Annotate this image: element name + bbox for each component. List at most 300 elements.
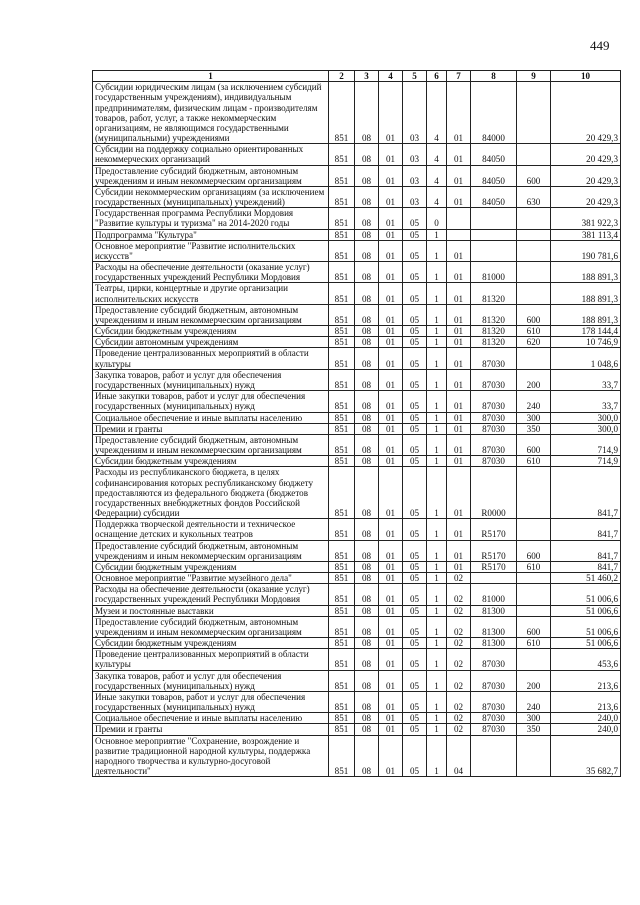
row-code-cell: 01: [447, 412, 471, 423]
row-name-cell: Предоставление субсидий бюджетным, автономным учреждениям и иным некоммерческим организациям: [93, 540, 329, 561]
row-code-cell: 01: [447, 467, 471, 519]
row-name-cell: Социальное обеспечение и иные выплаты населению: [93, 713, 329, 724]
row-code-cell: 01: [447, 369, 471, 390]
row-code-cell: 08: [355, 229, 379, 240]
row-code-cell: 851: [329, 561, 355, 572]
row-amount-cell: 381 113,4: [551, 229, 621, 240]
row-code-cell: 851: [329, 391, 355, 412]
row-code-cell: 02: [447, 724, 471, 735]
row-code-cell: [471, 735, 517, 777]
row-name-cell: Расходы из республиканского бюджета, в целях софинансирования которых республиканскому бюджету предоставляются из федерального бюджета (бюджетов государственных внебюджетных фондов Российской Федерации) субсидии: [93, 467, 329, 519]
row-code-cell: 851: [329, 186, 355, 207]
row-code-cell: 01: [379, 348, 403, 369]
row-code-cell: 1: [427, 326, 447, 337]
row-code-cell: 350: [517, 423, 551, 434]
row-code-cell: 01: [447, 186, 471, 207]
row-code-cell: 01: [379, 713, 403, 724]
row-code-cell: 05: [403, 283, 427, 304]
row-code-cell: 87030: [471, 649, 517, 670]
row-code-cell: 851: [329, 229, 355, 240]
row-code-cell: 81300: [471, 638, 517, 649]
row-code-cell: 240: [517, 391, 551, 412]
row-code-cell: 200: [517, 670, 551, 691]
row-code-cell: 1: [427, 348, 447, 369]
row-name-cell: Основное мероприятие "Развитие исполнительских искусств": [93, 240, 329, 261]
row-code-cell: 05: [403, 638, 427, 649]
row-amount-cell: 35 682,7: [551, 735, 621, 777]
row-amount-cell: 33,7: [551, 391, 621, 412]
row-code-cell: 1: [427, 713, 447, 724]
row-code-cell: 01: [447, 423, 471, 434]
row-code-cell: 05: [403, 584, 427, 605]
page-number: 449: [590, 38, 610, 53]
row-code-cell: 1: [427, 304, 447, 325]
row-amount-cell: 714,9: [551, 456, 621, 467]
row-code-cell: 03: [403, 144, 427, 165]
row-name-cell: Расходы на обеспечение деятельности (оказание услуг) государственных учреждений Республики Мордовия: [93, 584, 329, 605]
row-code-cell: 84050: [471, 186, 517, 207]
row-code-cell: 84050: [471, 144, 517, 165]
row-code-cell: 851: [329, 573, 355, 584]
row-code-cell: [517, 584, 551, 605]
row-code-cell: 1: [427, 616, 447, 637]
row-code-cell: 01: [379, 165, 403, 186]
row-code-cell: 01: [379, 208, 403, 229]
row-code-cell: 05: [403, 229, 427, 240]
row-code-cell: 851: [329, 691, 355, 712]
table-row: [93, 584, 621, 605]
row-code-cell: 4: [427, 82, 447, 144]
row-code-cell: 600: [517, 304, 551, 325]
header-row: [93, 71, 621, 82]
row-name-cell: Проведение централизованных мероприятий в области культуры: [93, 649, 329, 670]
row-code-cell: 851: [329, 412, 355, 423]
column-header: 8: [471, 71, 517, 82]
row-code-cell: 08: [355, 165, 379, 186]
row-code-cell: 01: [379, 369, 403, 390]
row-code-cell: 81320: [471, 304, 517, 325]
row-code-cell: 08: [355, 369, 379, 390]
row-code-cell: 02: [447, 605, 471, 616]
row-name-cell: Премии и гранты: [93, 423, 329, 434]
row-code-cell: 600: [517, 434, 551, 455]
row-code-cell: R5170: [471, 519, 517, 540]
row-code-cell: 01: [447, 326, 471, 337]
table-row: [93, 649, 621, 670]
row-code-cell: 05: [403, 262, 427, 283]
row-code-cell: [447, 208, 471, 229]
row-code-cell: 08: [355, 573, 379, 584]
row-code-cell: 05: [403, 326, 427, 337]
row-code-cell: [517, 82, 551, 144]
row-code-cell: [471, 208, 517, 229]
row-code-cell: 01: [379, 649, 403, 670]
row-code-cell: 01: [379, 735, 403, 777]
row-code-cell: 851: [329, 670, 355, 691]
row-code-cell: 08: [355, 262, 379, 283]
row-code-cell: 01: [379, 412, 403, 423]
row-code-cell: 1: [427, 561, 447, 572]
row-code-cell: 02: [447, 616, 471, 637]
row-name-cell: Театры, цирки, концертные и другие организации исполнительских искусств: [93, 283, 329, 304]
row-code-cell: 05: [403, 456, 427, 467]
table-row: [93, 348, 621, 369]
row-amount-cell: 1 048,6: [551, 348, 621, 369]
column-header: 9: [517, 71, 551, 82]
row-code-cell: 1: [427, 467, 447, 519]
row-code-cell: [517, 229, 551, 240]
row-code-cell: 1: [427, 735, 447, 777]
row-name-cell: Основное мероприятие "Сохранение, возрождение и развитие традиционной народной культуры, поддержка народного творчества и культурно-досуговой деятельности": [93, 735, 329, 777]
row-code-cell: 02: [447, 649, 471, 670]
row-amount-cell: 51 006,6: [551, 638, 621, 649]
row-code-cell: 08: [355, 638, 379, 649]
row-code-cell: [471, 229, 517, 240]
row-name-cell: Предоставление субсидий бюджетным, автономным учреждениям и иным некоммерческим организациям: [93, 434, 329, 455]
row-code-cell: 01: [379, 229, 403, 240]
row-amount-cell: 300,0: [551, 412, 621, 423]
row-amount-cell: 841,7: [551, 519, 621, 540]
row-code-cell: 01: [379, 423, 403, 434]
row-code-cell: 08: [355, 724, 379, 735]
row-code-cell: 01: [379, 467, 403, 519]
row-code-cell: 1: [427, 584, 447, 605]
row-code-cell: 81300: [471, 616, 517, 637]
row-code-cell: 01: [379, 638, 403, 649]
row-code-cell: 1: [427, 391, 447, 412]
row-code-cell: 08: [355, 434, 379, 455]
row-code-cell: 01: [447, 240, 471, 261]
row-code-cell: 87030: [471, 456, 517, 467]
row-code-cell: 1: [427, 283, 447, 304]
row-code-cell: 300: [517, 412, 551, 423]
row-code-cell: 01: [447, 456, 471, 467]
row-code-cell: 01: [447, 165, 471, 186]
column-header: 3: [355, 71, 379, 82]
row-code-cell: 87030: [471, 724, 517, 735]
row-code-cell: 01: [447, 391, 471, 412]
row-code-cell: 87030: [471, 348, 517, 369]
row-code-cell: 851: [329, 724, 355, 735]
row-code-cell: 01: [447, 348, 471, 369]
row-name-cell: Социальное обеспечение и иные выплаты населению: [93, 412, 329, 423]
row-code-cell: 05: [403, 304, 427, 325]
row-code-cell: 87030: [471, 423, 517, 434]
table-row: [93, 713, 621, 724]
row-name-cell: Субсидии на поддержку социально ориентированных некоммерческих организаций: [93, 144, 329, 165]
row-name-cell: Субсидии бюджетным учреждениям: [93, 638, 329, 649]
row-code-cell: 87030: [471, 434, 517, 455]
row-code-cell: 01: [447, 82, 471, 144]
table-row: [93, 434, 621, 455]
table-row: [93, 561, 621, 572]
row-code-cell: 851: [329, 616, 355, 637]
row-code-cell: 4: [427, 144, 447, 165]
row-code-cell: 300: [517, 713, 551, 724]
row-code-cell: 84050: [471, 165, 517, 186]
table-row: [93, 304, 621, 325]
table-row: [93, 724, 621, 735]
row-code-cell: R0000: [471, 467, 517, 519]
row-code-cell: 01: [379, 691, 403, 712]
row-code-cell: 05: [403, 649, 427, 670]
row-code-cell: 01: [379, 144, 403, 165]
row-code-cell: 851: [329, 240, 355, 261]
row-code-cell: 0: [427, 208, 447, 229]
row-name-cell: Музеи и постоянные выставки: [93, 605, 329, 616]
table-row: [93, 369, 621, 390]
row-code-cell: 851: [329, 369, 355, 390]
row-code-cell: 610: [517, 638, 551, 649]
row-code-cell: 610: [517, 561, 551, 572]
table-row: [93, 283, 621, 304]
row-code-cell: 01: [447, 262, 471, 283]
row-code-cell: 02: [447, 691, 471, 712]
row-code-cell: 03: [403, 186, 427, 207]
row-code-cell: 01: [379, 82, 403, 144]
row-code-cell: [471, 240, 517, 261]
table-row: [93, 412, 621, 423]
row-name-cell: Премии и гранты: [93, 724, 329, 735]
row-code-cell: 08: [355, 337, 379, 348]
row-code-cell: 851: [329, 326, 355, 337]
row-code-cell: 1: [427, 423, 447, 434]
row-code-cell: 1: [427, 369, 447, 390]
row-code-cell: 08: [355, 467, 379, 519]
row-code-cell: 01: [447, 283, 471, 304]
row-amount-cell: 240,0: [551, 713, 621, 724]
row-code-cell: 81000: [471, 262, 517, 283]
row-code-cell: 851: [329, 713, 355, 724]
row-code-cell: 01: [379, 337, 403, 348]
row-code-cell: 08: [355, 691, 379, 712]
row-code-cell: 05: [403, 573, 427, 584]
row-name-cell: Проведение централизованных мероприятий в области культуры: [93, 348, 329, 369]
row-code-cell: 04: [447, 735, 471, 777]
row-code-cell: 1: [427, 605, 447, 616]
row-amount-cell: 51 006,6: [551, 605, 621, 616]
row-code-cell: [447, 229, 471, 240]
row-code-cell: 05: [403, 713, 427, 724]
row-code-cell: 05: [403, 337, 427, 348]
row-code-cell: 1: [427, 337, 447, 348]
row-code-cell: 01: [379, 240, 403, 261]
row-code-cell: 87030: [471, 670, 517, 691]
row-code-cell: 01: [379, 434, 403, 455]
row-amount-cell: 841,7: [551, 467, 621, 519]
row-code-cell: 851: [329, 423, 355, 434]
row-code-cell: 851: [329, 262, 355, 283]
row-name-cell: Предоставление субсидий бюджетным, автономным учреждениям и иным некоммерческим организациям: [93, 304, 329, 325]
row-code-cell: 1: [427, 670, 447, 691]
row-code-cell: 02: [447, 670, 471, 691]
row-code-cell: [517, 467, 551, 519]
row-code-cell: 851: [329, 735, 355, 777]
row-amount-cell: 20 429,3: [551, 82, 621, 144]
table-row: [93, 735, 621, 777]
row-name-cell: Предоставление субсидий бюджетным, автономным учреждениям и иным некоммерческим организациям: [93, 165, 329, 186]
row-code-cell: 851: [329, 348, 355, 369]
row-code-cell: 05: [403, 724, 427, 735]
row-code-cell: 851: [329, 165, 355, 186]
row-code-cell: 08: [355, 326, 379, 337]
row-code-cell: 87030: [471, 369, 517, 390]
row-amount-cell: 714,9: [551, 434, 621, 455]
row-code-cell: 851: [329, 584, 355, 605]
column-header: 4: [379, 71, 403, 82]
row-code-cell: 1: [427, 229, 447, 240]
row-amount-cell: 240,0: [551, 724, 621, 735]
row-code-cell: 81320: [471, 337, 517, 348]
row-code-cell: 05: [403, 369, 427, 390]
row-code-cell: 610: [517, 456, 551, 467]
table-row: [93, 423, 621, 434]
row-code-cell: 1: [427, 649, 447, 670]
row-code-cell: 851: [329, 82, 355, 144]
row-code-cell: [517, 605, 551, 616]
row-code-cell: 05: [403, 616, 427, 637]
row-code-cell: 01: [447, 337, 471, 348]
row-code-cell: 01: [379, 670, 403, 691]
row-amount-cell: 188 891,3: [551, 283, 621, 304]
row-code-cell: 08: [355, 391, 379, 412]
row-code-cell: 01: [379, 391, 403, 412]
row-code-cell: [517, 262, 551, 283]
row-code-cell: 87030: [471, 391, 517, 412]
table-row: [93, 391, 621, 412]
row-code-cell: 81320: [471, 326, 517, 337]
row-code-cell: 02: [447, 573, 471, 584]
row-code-cell: 05: [403, 423, 427, 434]
row-code-cell: [517, 240, 551, 261]
row-code-cell: 851: [329, 304, 355, 325]
table-row: [93, 144, 621, 165]
row-name-cell: Подпрограмма "Культура": [93, 229, 329, 240]
row-code-cell: 01: [447, 540, 471, 561]
row-code-cell: 1: [427, 262, 447, 283]
row-code-cell: 851: [329, 540, 355, 561]
row-amount-cell: 381 922,3: [551, 208, 621, 229]
row-code-cell: 01: [379, 561, 403, 572]
row-amount-cell: 51 460,2: [551, 573, 621, 584]
row-code-cell: 08: [355, 616, 379, 637]
row-code-cell: 05: [403, 240, 427, 261]
row-code-cell: 01: [379, 456, 403, 467]
row-code-cell: 08: [355, 144, 379, 165]
row-code-cell: 630: [517, 186, 551, 207]
row-code-cell: 01: [379, 304, 403, 325]
row-amount-cell: 178 144,4: [551, 326, 621, 337]
row-amount-cell: 20 429,3: [551, 186, 621, 207]
row-code-cell: 01: [379, 573, 403, 584]
row-code-cell: 08: [355, 561, 379, 572]
row-code-cell: 05: [403, 670, 427, 691]
row-code-cell: 05: [403, 519, 427, 540]
row-amount-cell: 213,6: [551, 691, 621, 712]
row-code-cell: 01: [379, 326, 403, 337]
row-amount-cell: 51 006,6: [551, 616, 621, 637]
row-name-cell: Иные закупки товаров, работ и услуг для обеспечения государственных (муниципальных) нужд: [93, 391, 329, 412]
column-header: 1: [93, 71, 329, 82]
row-code-cell: 87030: [471, 691, 517, 712]
row-code-cell: 05: [403, 540, 427, 561]
row-code-cell: 4: [427, 186, 447, 207]
row-code-cell: [517, 283, 551, 304]
row-name-cell: Предоставление субсидий бюджетным, автономным учреждениям и иным некоммерческим организациям: [93, 616, 329, 637]
table-row: [93, 605, 621, 616]
row-code-cell: R5170: [471, 540, 517, 561]
row-amount-cell: 51 006,6: [551, 584, 621, 605]
row-code-cell: 01: [447, 434, 471, 455]
row-code-cell: [517, 735, 551, 777]
row-code-cell: 610: [517, 326, 551, 337]
row-code-cell: 08: [355, 82, 379, 144]
table-row: [93, 519, 621, 540]
row-code-cell: 851: [329, 456, 355, 467]
row-code-cell: 1: [427, 434, 447, 455]
row-name-cell: Закупка товаров, работ и услуг для обеспечения государственных (муниципальных) нужд: [93, 369, 329, 390]
row-code-cell: 05: [403, 208, 427, 229]
row-code-cell: 01: [379, 262, 403, 283]
row-amount-cell: 20 429,3: [551, 144, 621, 165]
row-code-cell: 01: [447, 144, 471, 165]
table-row: [93, 670, 621, 691]
row-name-cell: Поддержка творческой деятельности и техническое оснащение детских и кукольных театров: [93, 519, 329, 540]
row-code-cell: 240: [517, 691, 551, 712]
table-row: [93, 691, 621, 712]
row-amount-cell: 188 891,3: [551, 304, 621, 325]
row-amount-cell: 213,6: [551, 670, 621, 691]
row-code-cell: [517, 144, 551, 165]
row-code-cell: 620: [517, 337, 551, 348]
row-code-cell: 01: [379, 724, 403, 735]
row-code-cell: 05: [403, 691, 427, 712]
row-amount-cell: 300,0: [551, 423, 621, 434]
row-code-cell: 01: [447, 561, 471, 572]
row-code-cell: 600: [517, 540, 551, 561]
row-name-cell: Иные закупки товаров, работ и услуг для обеспечения государственных (муниципальных) нужд: [93, 691, 329, 712]
row-code-cell: 851: [329, 144, 355, 165]
row-code-cell: [517, 573, 551, 584]
row-code-cell: 05: [403, 561, 427, 572]
table-row: [93, 208, 621, 229]
row-code-cell: 08: [355, 348, 379, 369]
row-code-cell: [517, 208, 551, 229]
row-amount-cell: 10 746,9: [551, 337, 621, 348]
row-name-cell: Субсидии бюджетным учреждениям: [93, 561, 329, 572]
row-code-cell: [517, 649, 551, 670]
row-amount-cell: 453,6: [551, 649, 621, 670]
row-name-cell: Субсидии юридическим лицам (за исключением субсидий государственным учреждениям), индивидуальным предпринимателям, физическим лицам - производителям товаров, работ, услуг, а также некоммерческим организациям, не являющимся государственными (муниципальными) учреждениями: [93, 82, 329, 144]
row-code-cell: 851: [329, 519, 355, 540]
table-row: [93, 456, 621, 467]
row-code-cell: 81320: [471, 283, 517, 304]
row-amount-cell: 190 781,6: [551, 240, 621, 261]
row-code-cell: [517, 519, 551, 540]
row-name-cell: Субсидии автономным учреждениям: [93, 337, 329, 348]
row-code-cell: 1: [427, 519, 447, 540]
row-code-cell: 4: [427, 165, 447, 186]
table-row: [93, 326, 621, 337]
row-code-cell: 08: [355, 186, 379, 207]
row-code-cell: 851: [329, 605, 355, 616]
row-code-cell: 05: [403, 348, 427, 369]
row-name-cell: Закупка товаров, работ и услуг для обеспечения государственных (муниципальных) нужд: [93, 670, 329, 691]
row-code-cell: 03: [403, 82, 427, 144]
row-code-cell: 08: [355, 283, 379, 304]
row-code-cell: 03: [403, 165, 427, 186]
table-row: [93, 337, 621, 348]
